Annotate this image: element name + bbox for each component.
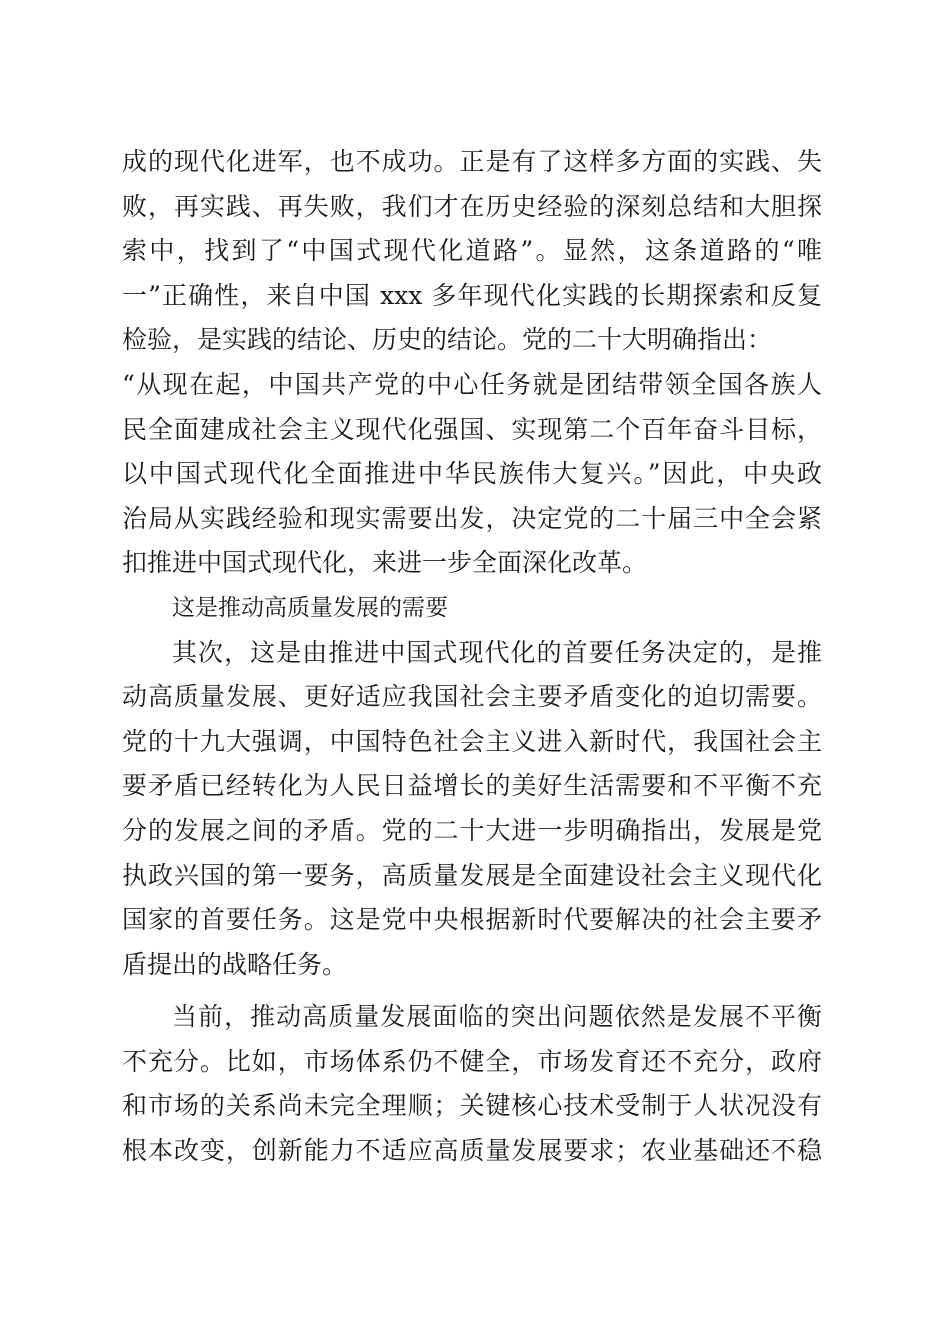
text-line: 党的十九大强调，中国特色社会主义进入新时代，我国社会主 [122,726,822,756]
paragraph-3 [122,995,822,1173]
text-line: 治局从实践经验和现实需要出发，决定党的二十届三中全会紧 [122,503,822,533]
section-heading: 这是推动高质量发展的需要 [172,594,448,621]
text-line: 其次，这是由推进中国式现代化的首要任务决定的，是推 [172,637,822,667]
text-line: 民全面建成社会主义现代化强国、实现第二个百年奋斗目标， [122,414,822,444]
text-line: 成的现代化进军，也不成功。正是有了这样多方面的实践、失 [122,147,822,176]
text-line: 分的发展之间的矛盾。党的二十大进一步明确指出，发展是党 [122,815,822,845]
paragraph-1 [122,140,822,586]
text-line: 根本改变，创新能力不适应高质量发展要求；农业基础还不稳 [122,1136,822,1166]
text-line: 盾提出的战略任务。 [122,949,348,979]
text-line: 动高质量发展、更好适应我国社会主要矛盾变化的迫切需要。 [122,682,822,712]
text-line: 执政兴国的第一要务，高质量发展是全面建设社会主义现代化 [122,860,822,890]
paragraph-gap [122,987,822,995]
text-line: 一”正确性，来自中国 xxx 多年现代化实践的长期探索和反复 [122,280,822,310]
document-body [122,140,822,1174]
text-line: 当前，推动高质量发展面临的突出问题依然是发展不平衡 [172,1002,822,1032]
text-line: 以中国式现代化全面推进中华民族伟大复兴。”因此，中央政 [122,459,822,489]
text-line: “从现在起，中国共产党的中心任务就是团结带领全国各族人 [122,369,822,399]
text-line: 和市场的关系尚未完全理顺；关键核心技术受制于人状况没有 [122,1091,822,1121]
text-line: 要矛盾已经转化为人民日益增长的美好生活需要和不平衡不充 [122,771,822,801]
text-line: 检验，是实践的结论、历史的结论。党的二十大明确指出： [122,325,773,355]
text-line: 扣推进中国式现代化，来进一步全面深化改革。 [122,548,648,578]
text-line: 败，再实践、再失败，我们才在历史经验的深刻总结和大胆探 [122,191,822,221]
text-line: 索中，找到了“中国式现代化道路”。显然，这条道路的“唯 [122,236,822,266]
text-line: 不充分。比如，市场体系仍不健全，市场发育还不充分，政府 [122,1046,822,1076]
text-line: 国家的首要任务。这是党中央根据新时代要解决的社会主要矛 [122,905,822,935]
paragraph-2 [122,631,822,988]
